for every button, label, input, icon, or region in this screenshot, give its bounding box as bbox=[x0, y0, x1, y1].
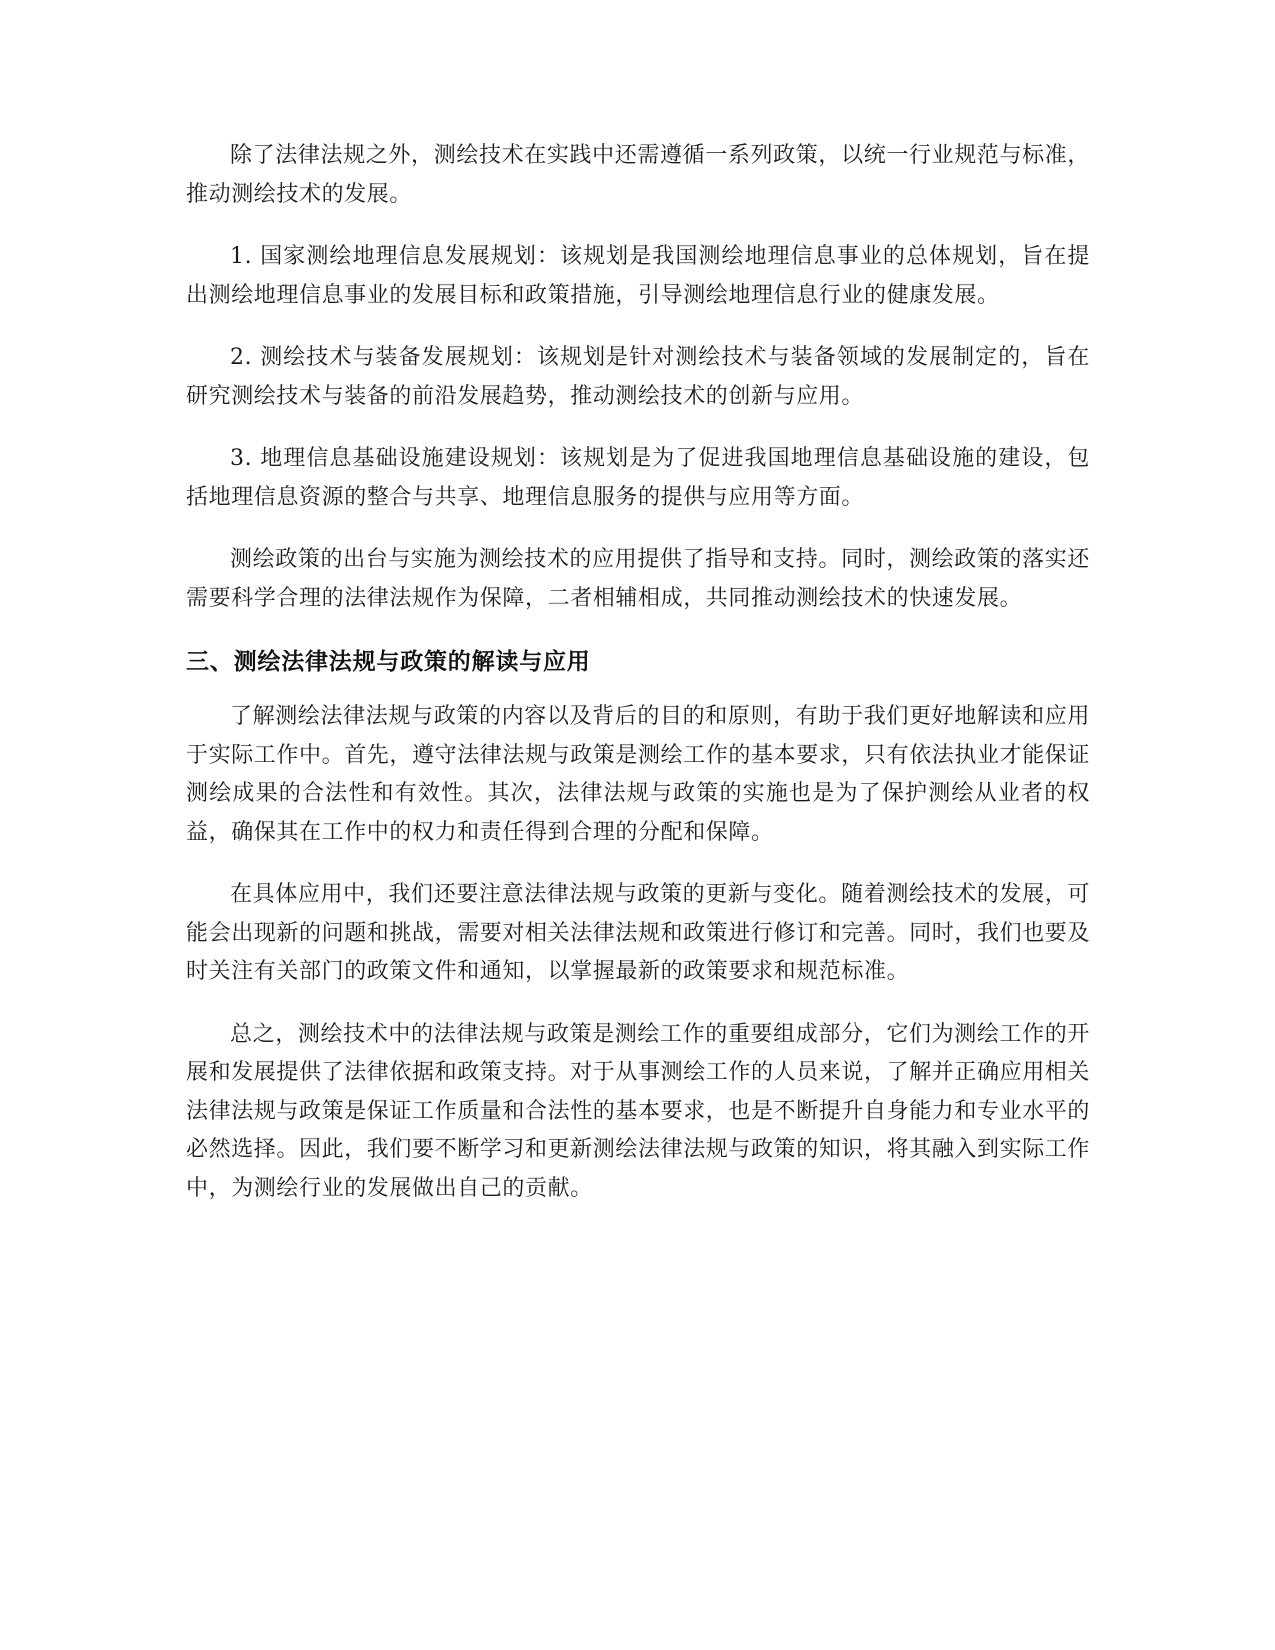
paragraph-item-2: 2. 测绘技术与装备发展规划：该规划是针对测绘技术与装备领域的发展制定的，旨在研究测绘技术与装备的前沿发展趋势，推动测绘技术的创新与应用。 bbox=[186, 345, 1090, 409]
paragraph-application: 在具体应用中，我们还要注意法律法规与政策的更新与变化。随着测绘技术的发展，可能会出现新的问题和挑战，需要对相关法律法规和政策进行修订和完善。同时，我们也要及时关注有关部门的政策文件和通知，以掌握最新的政策要求和规范标准。 bbox=[186, 882, 1091, 984]
paragraph-policy-intro: 除了法律法规之外，测绘技术在实践中还需遵循一系列政策，以统一行业规范与标准，推动测绘技术的发展。 bbox=[186, 143, 1090, 207]
paragraph-item-1: 1. 国家测绘地理信息发展规划：该规划是我国测绘地理信息事业的总体规划，旨在提出测绘地理信息事业的发展目标和政策措施，引导测绘地理信息行业的健康发展。 bbox=[186, 244, 1090, 308]
paragraph-conclusion: 总之，测绘技术中的法律法规与政策是测绘工作的重要组成部分，它们为测绘工作的开展和发展提供了法律依据和政策支持。对于从事测绘工作的人员来说，了解并正确应用相关法律法规与政策是保证工作质量和合法性的基本要求，也是不断提升自身能力和专业水平的必然选择。因此，我们要不断学习和更新测绘法律法规与政策的知识，将其融入到实际工作中，为测绘行业的发展做出自己的贡献。 bbox=[186, 1021, 1091, 1201]
section-heading: 三、测绘法律法规与政策的解读与应用 bbox=[186, 649, 591, 675]
paragraph-policy-summary: 测绘政策的出台与实施为测绘技术的应用提供了指导和支持。同时，测绘政策的落实还需要科学合理的法律法规作为保障，二者相辅相成，共同推动测绘技术的快速发展。 bbox=[186, 547, 1090, 611]
paragraph-interpretation: 了解测绘法律法规与政策的内容以及背后的目的和原则，有助于我们更好地解读和应用于实际工作中。首先，遵守法律法规与政策是测绘工作的基本要求，只有依法执业才能保证测绘成果的合法性和有效性。其次，法律法规与政策的实施也是为了保护测绘从业者的权益，确保其在工作中的权力和责任得到合理的分配和保障。 bbox=[186, 704, 1091, 845]
paragraph-item-3: 3. 地理信息基础设施建设规划：该规划是为了促进我国地理信息基础设施的建设，包括地理信息资源的整合与共享、地理信息服务的提供与应用等方面。 bbox=[186, 446, 1090, 510]
document-body bbox=[186, 137, 1090, 1232]
